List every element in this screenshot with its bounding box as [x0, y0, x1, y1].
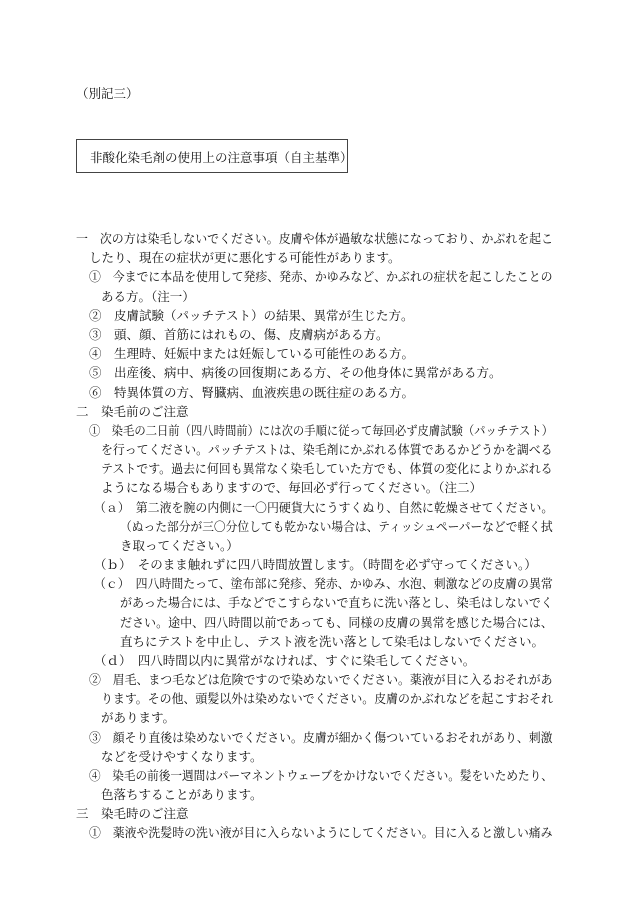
text-line: （ｂ） そのまま触れずに四八時間放置します。（時間を必ず守ってください。） [94, 557, 537, 572]
text-line: したり、現在の症状が更に悪化する可能性があります。 [89, 250, 401, 265]
text-line: を行ってください。パッチテストは、染毛剤にかぶれる体質であるかどうかを調べる [101, 442, 553, 457]
text-line: ④ 生理時、妊娠中または妊娠している可能性のある方。 [89, 346, 415, 361]
text-line: ② 眉毛、まつ毛などは危険ですので染めないでください。薬液が目に入るおそれがあ [89, 672, 553, 687]
text-line: 直ちにテストを中止し、テスト液を洗い落として染毛はしないでください。 [120, 634, 545, 649]
text-line: （ａ） 第二液を腕の内側に一〇円硬貨大にうすくぬり、自然に乾燥させてください。 [94, 500, 554, 515]
text-line: ださい。途中、四八時間以前であっても、同様の皮膚の異常を感じた場合には、 [120, 615, 553, 630]
text-line: テストです。過去に何回も異常なく染毛していた方でも、体質の変化によりかぶれる [101, 461, 553, 476]
text-line: ④ 染毛の前後一週間はパーマネントウェーブをかけないでください。髪をいためたり、 [89, 768, 553, 783]
text-line: （ｃ） 四八時間たって、塗布部に発疹、発赤、かゆみ、水泡、刺激などの皮膚の異常 [94, 576, 553, 591]
annex-label: （別記三） [76, 86, 139, 101]
text-line: ある方。（注一） [101, 289, 195, 304]
text-line: ③ 頭、顔、首筋にはれもの、傷、皮膚病がある方。 [89, 327, 389, 342]
text-line: ようになる場合もありますので、毎回必ず行ってください。（注二） [101, 480, 483, 495]
text-line: 色落ちすることがあります。 [101, 787, 263, 802]
section-heading: 三 染毛時のご注意 [76, 806, 189, 821]
text-line: ① 染毛の二日前（四八時間前）には次の手順に従って毎回必ず皮膚試験（パッチテスト） [89, 423, 554, 438]
text-line: （ぬった部分が三〇分位しても乾かない場合は、ティッシュペーパーなどで軽く拭 [120, 519, 553, 534]
text-line: 一 次の方は染毛しないでください。皮膚や体が過敏な状態になっており、かぶれを起こ [76, 231, 554, 246]
text-line: ① 薬液や洗髪時の洗い液が目に入らないようにしてください。目に入ると激しい痛み [89, 825, 553, 840]
text-line: があった場合には、手などでこすらないで直ちに洗い落とし、染毛はしないでく [120, 595, 553, 610]
text-line: ります。その他、頭髪以外は染めないでください。皮膚のかぶれなどを起こすおそれ [101, 691, 554, 706]
document-title: 非酸化染毛剤の使用上の注意事項（自主基準） [90, 150, 353, 165]
text-line: ⑤ 出産後、病中、病後の回復期にある方、その他身体に異常がある方。 [89, 365, 502, 380]
text-line: ① 今までに本品を使用して発疹、発赤、かゆみなど、かぶれの症状を起こしたことの [89, 269, 553, 284]
text-line: ⑥ 特異体質の方、腎臓病、血液疾患の既往症のある方。 [89, 385, 415, 400]
section-heading: 二 染毛前のご注意 [76, 404, 189, 419]
text-line: などを受けやすくなります。 [101, 749, 263, 764]
text-line: ② 皮膚試験（パッチテスト）の結果、異常が生じた方。 [89, 308, 414, 323]
text-line: （ｄ） 四八時間以内に異常がなければ、すぐに染毛してください。 [94, 653, 476, 668]
text-line: ③ 顔そり直後は染めないでください。皮膚が細かく傷ついているおそれがあり、刺激 [89, 730, 553, 745]
text-line: き取ってください。） [120, 538, 239, 553]
text-line: があります。 [101, 710, 176, 725]
title-box [76, 139, 353, 173]
